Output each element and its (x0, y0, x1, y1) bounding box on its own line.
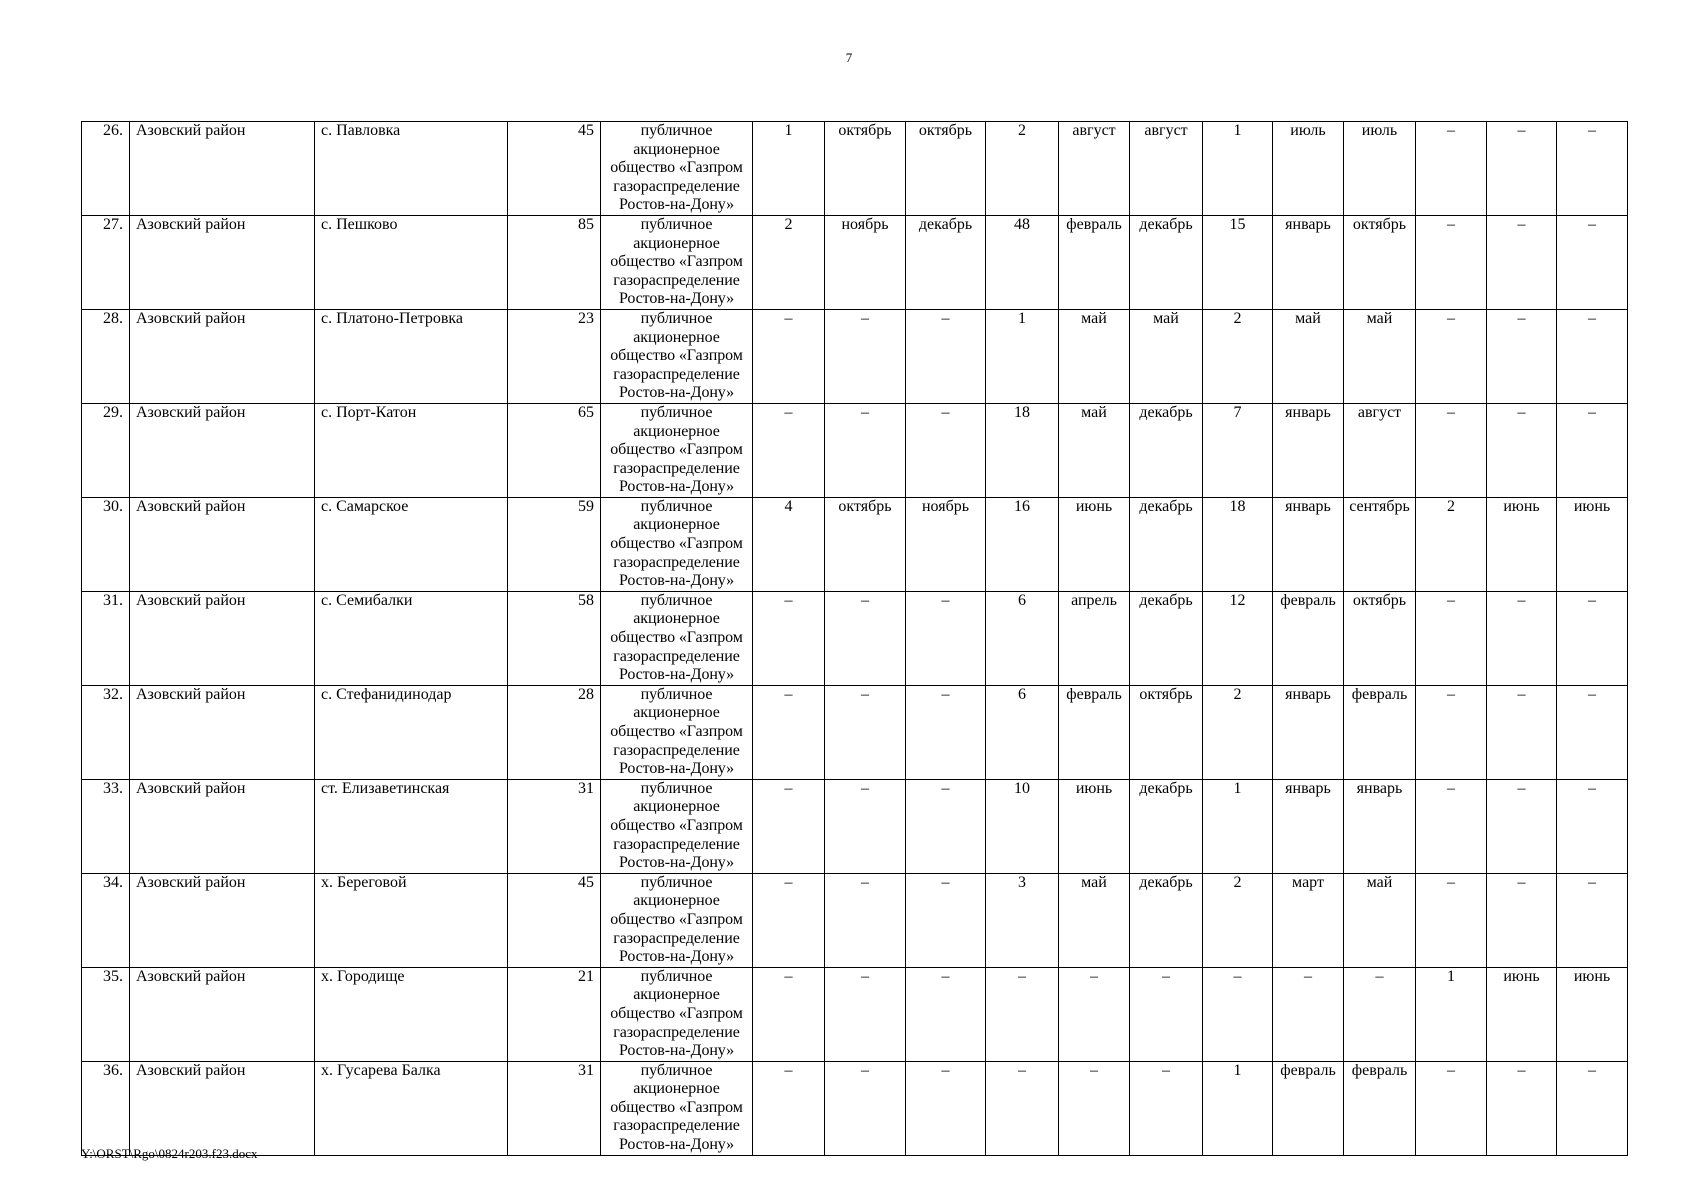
start-month-3: февраль (1273, 591, 1344, 685)
start-month-3: – (1273, 967, 1344, 1061)
end-month-2: декабрь (1130, 215, 1203, 309)
start-month-2: май (1059, 873, 1130, 967)
settlement-name: х. Гусарева Балка (315, 1061, 508, 1155)
end-month-3: октябрь (1344, 591, 1416, 685)
organization-name: публичное акционерное общество «Газпром газораспределение Ростов-на-Дону» (601, 309, 753, 403)
end-month-4: – (1557, 779, 1628, 873)
end-month-1: – (906, 967, 986, 1061)
end-month-1: – (906, 685, 986, 779)
start-month-4: – (1487, 122, 1557, 216)
district-name: Азовский район (130, 873, 315, 967)
row-number: 30. (82, 497, 130, 591)
row-number: 35. (82, 967, 130, 1061)
settlement-name: с. Порт-Катон (315, 403, 508, 497)
end-month-4: июнь (1557, 967, 1628, 1061)
table-row (82, 403, 1628, 497)
end-month-1: – (906, 1061, 986, 1155)
row-number: 31. (82, 591, 130, 685)
start-month-1: – (825, 591, 906, 685)
row-number: 33. (82, 779, 130, 873)
table-row (82, 591, 1628, 685)
end-month-1: октябрь (906, 122, 986, 216)
row-number: 26. (82, 122, 130, 216)
quantity-2: 6 (986, 685, 1059, 779)
start-month-2: май (1059, 403, 1130, 497)
quantity-2: 3 (986, 873, 1059, 967)
end-month-4: июнь (1557, 497, 1628, 591)
end-month-4: – (1557, 403, 1628, 497)
end-month-3: август (1344, 403, 1416, 497)
household-count: 31 (508, 779, 601, 873)
end-month-2: май (1130, 309, 1203, 403)
start-month-1: – (825, 685, 906, 779)
table-body (82, 122, 1628, 1156)
end-month-3: – (1344, 967, 1416, 1061)
district-name: Азовский район (130, 403, 315, 497)
quantity-1: 4 (753, 497, 825, 591)
table-row (82, 309, 1628, 403)
district-name: Азовский район (130, 215, 315, 309)
end-month-4: – (1557, 1061, 1628, 1155)
start-month-2: май (1059, 309, 1130, 403)
end-month-1: ноябрь (906, 497, 986, 591)
end-month-4: – (1557, 591, 1628, 685)
end-month-4: – (1557, 685, 1628, 779)
start-month-2: февраль (1059, 685, 1130, 779)
quantity-3: 1 (1203, 779, 1273, 873)
household-count: 23 (508, 309, 601, 403)
table-row (82, 215, 1628, 309)
start-month-1: – (825, 1061, 906, 1155)
start-month-3: январь (1273, 685, 1344, 779)
quantity-2: 2 (986, 122, 1059, 216)
quantity-3: 1 (1203, 1061, 1273, 1155)
organization-name: публичное акционерное общество «Газпром газораспределение Ростов-на-Дону» (601, 497, 753, 591)
quantity-1: – (753, 403, 825, 497)
start-month-3: июль (1273, 122, 1344, 216)
district-name: Азовский район (130, 309, 315, 403)
quantity-4: – (1416, 779, 1487, 873)
start-month-3: январь (1273, 215, 1344, 309)
quantity-1: – (753, 685, 825, 779)
table-row (82, 873, 1628, 967)
settlement-name: х. Береговой (315, 873, 508, 967)
organization-name: публичное акционерное общество «Газпром газораспределение Ростов-на-Дону» (601, 779, 753, 873)
district-name: Азовский район (130, 779, 315, 873)
settlement-name: х. Городище (315, 967, 508, 1061)
organization-name: публичное акционерное общество «Газпром газораспределение Ростов-на-Дону» (601, 685, 753, 779)
quantity-4: – (1416, 591, 1487, 685)
end-month-2: декабрь (1130, 591, 1203, 685)
settlement-name: с. Семибалки (315, 591, 508, 685)
quantity-4: 2 (1416, 497, 1487, 591)
gasification-table (81, 121, 1628, 1156)
quantity-2: – (986, 1061, 1059, 1155)
start-month-4: – (1487, 685, 1557, 779)
household-count: 65 (508, 403, 601, 497)
quantity-3: 18 (1203, 497, 1273, 591)
quantity-4: – (1416, 873, 1487, 967)
end-month-2: – (1130, 1061, 1203, 1155)
end-month-4: – (1557, 122, 1628, 216)
start-month-1: октябрь (825, 497, 906, 591)
quantity-3: 2 (1203, 685, 1273, 779)
end-month-3: февраль (1344, 685, 1416, 779)
end-month-4: – (1557, 215, 1628, 309)
quantity-1: – (753, 873, 825, 967)
quantity-4: 1 (1416, 967, 1487, 1061)
end-month-3: октябрь (1344, 215, 1416, 309)
quantity-2: 1 (986, 309, 1059, 403)
end-month-3: май (1344, 873, 1416, 967)
quantity-3: 1 (1203, 122, 1273, 216)
end-month-4: – (1557, 309, 1628, 403)
quantity-1: – (753, 591, 825, 685)
start-month-1: – (825, 309, 906, 403)
quantity-2: – (986, 967, 1059, 1061)
end-month-2: декабрь (1130, 779, 1203, 873)
end-month-4: – (1557, 873, 1628, 967)
row-number: 28. (82, 309, 130, 403)
district-name: Азовский район (130, 685, 315, 779)
end-month-2: декабрь (1130, 873, 1203, 967)
quantity-3: 12 (1203, 591, 1273, 685)
row-number: 36. (82, 1061, 130, 1155)
start-month-1: – (825, 403, 906, 497)
start-month-4: – (1487, 309, 1557, 403)
quantity-1: – (753, 1061, 825, 1155)
end-month-1: – (906, 309, 986, 403)
start-month-1: ноябрь (825, 215, 906, 309)
start-month-1: – (825, 967, 906, 1061)
quantity-1: 1 (753, 122, 825, 216)
start-month-4: – (1487, 403, 1557, 497)
organization-name: публичное акционерное общество «Газпром газораспределение Ростов-на-Дону» (601, 1061, 753, 1155)
settlement-name: с. Стефанидинодар (315, 685, 508, 779)
start-month-2: август (1059, 122, 1130, 216)
table-row (82, 1061, 1628, 1155)
organization-name: публичное акционерное общество «Газпром газораспределение Ростов-на-Дону» (601, 591, 753, 685)
end-month-1: декабрь (906, 215, 986, 309)
end-month-1: – (906, 403, 986, 497)
start-month-4: – (1487, 1061, 1557, 1155)
quantity-4: – (1416, 685, 1487, 779)
settlement-name: с. Самарское (315, 497, 508, 591)
district-name: Азовский район (130, 591, 315, 685)
end-month-1: – (906, 591, 986, 685)
quantity-3: 2 (1203, 309, 1273, 403)
table-row (82, 497, 1628, 591)
end-month-3: февраль (1344, 1061, 1416, 1155)
quantity-2: 48 (986, 215, 1059, 309)
start-month-3: март (1273, 873, 1344, 967)
start-month-3: май (1273, 309, 1344, 403)
end-month-1: – (906, 873, 986, 967)
page-number: 7 (845, 50, 853, 65)
household-count: 45 (508, 122, 601, 216)
start-month-1: октябрь (825, 122, 906, 216)
start-month-3: январь (1273, 779, 1344, 873)
organization-name: публичное акционерное общество «Газпром газораспределение Ростов-на-Дону» (601, 873, 753, 967)
settlement-name: ст. Елизаветинская (315, 779, 508, 873)
district-name: Азовский район (130, 497, 315, 591)
start-month-2: июнь (1059, 779, 1130, 873)
quantity-4: – (1416, 215, 1487, 309)
settlement-name: с. Платоно-Петровка (315, 309, 508, 403)
household-count: 28 (508, 685, 601, 779)
end-month-3: сентябрь (1344, 497, 1416, 591)
quantity-2: 10 (986, 779, 1059, 873)
district-name: Азовский район (130, 1061, 315, 1155)
organization-name: публичное акционерное общество «Газпром газораспределение Ростов-на-Дону» (601, 403, 753, 497)
district-name: Азовский район (130, 967, 315, 1061)
row-number: 32. (82, 685, 130, 779)
quantity-3: – (1203, 967, 1273, 1061)
organization-name: публичное акционерное общество «Газпром газораспределение Ростов-на-Дону» (601, 122, 753, 216)
household-count: 58 (508, 591, 601, 685)
settlement-name: с. Павловка (315, 122, 508, 216)
table-row (82, 779, 1628, 873)
quantity-4: – (1416, 309, 1487, 403)
start-month-4: – (1487, 591, 1557, 685)
settlement-name: с. Пешково (315, 215, 508, 309)
end-month-2: август (1130, 122, 1203, 216)
start-month-3: январь (1273, 403, 1344, 497)
end-month-2: декабрь (1130, 403, 1203, 497)
household-count: 21 (508, 967, 601, 1061)
quantity-3: 7 (1203, 403, 1273, 497)
start-month-3: январь (1273, 497, 1344, 591)
start-month-4: июнь (1487, 967, 1557, 1061)
end-month-3: июль (1344, 122, 1416, 216)
district-name: Азовский район (130, 122, 315, 216)
quantity-4: – (1416, 1061, 1487, 1155)
end-month-3: январь (1344, 779, 1416, 873)
row-number: 29. (82, 403, 130, 497)
start-month-2: апрель (1059, 591, 1130, 685)
organization-name: публичное акционерное общество «Газпром газораспределение Ростов-на-Дону» (601, 215, 753, 309)
start-month-1: – (825, 873, 906, 967)
footer-file-path: Y:\ORST\Rgo\0824r203.f23.docx (81, 1146, 258, 1161)
household-count: 85 (508, 215, 601, 309)
quantity-3: 2 (1203, 873, 1273, 967)
end-month-1: – (906, 779, 986, 873)
quantity-2: 6 (986, 591, 1059, 685)
quantity-2: 18 (986, 403, 1059, 497)
table-row (82, 122, 1628, 216)
end-month-2: – (1130, 967, 1203, 1061)
quantity-4: – (1416, 403, 1487, 497)
end-month-2: декабрь (1130, 497, 1203, 591)
row-number: 27. (82, 215, 130, 309)
start-month-2: – (1059, 1061, 1130, 1155)
quantity-1: 2 (753, 215, 825, 309)
table-row (82, 967, 1628, 1061)
household-count: 31 (508, 1061, 601, 1155)
quantity-1: – (753, 967, 825, 1061)
start-month-2: – (1059, 967, 1130, 1061)
start-month-2: февраль (1059, 215, 1130, 309)
quantity-3: 15 (1203, 215, 1273, 309)
start-month-4: – (1487, 779, 1557, 873)
end-month-2: октябрь (1130, 685, 1203, 779)
start-month-4: – (1487, 873, 1557, 967)
row-number: 34. (82, 873, 130, 967)
household-count: 59 (508, 497, 601, 591)
start-month-4: – (1487, 215, 1557, 309)
quantity-1: – (753, 779, 825, 873)
start-month-2: июнь (1059, 497, 1130, 591)
table-row (82, 685, 1628, 779)
quantity-2: 16 (986, 497, 1059, 591)
end-month-3: май (1344, 309, 1416, 403)
quantity-4: – (1416, 122, 1487, 216)
start-month-4: июнь (1487, 497, 1557, 591)
quantity-1: – (753, 309, 825, 403)
organization-name: публичное акционерное общество «Газпром газораспределение Ростов-на-Дону» (601, 967, 753, 1061)
start-month-1: – (825, 779, 906, 873)
household-count: 45 (508, 873, 601, 967)
start-month-3: февраль (1273, 1061, 1344, 1155)
